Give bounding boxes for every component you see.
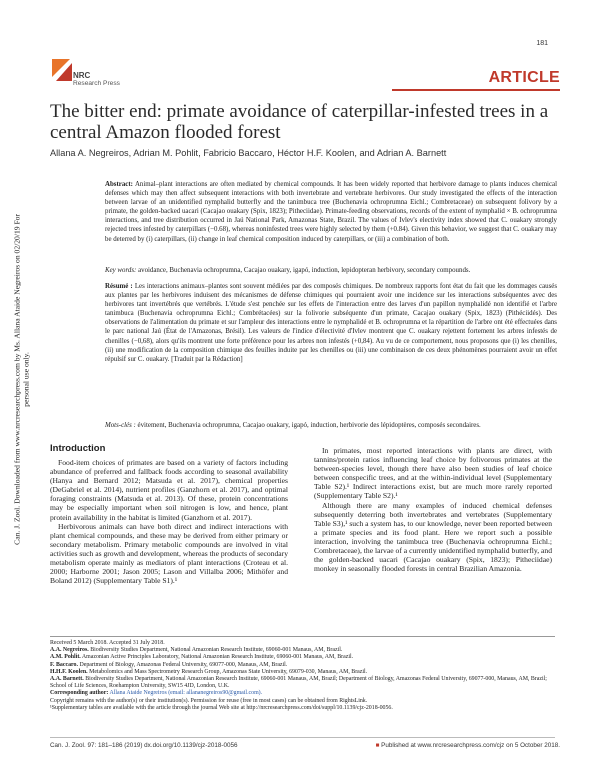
left-column (50, 458, 288, 585)
publisher-sub: Research Press (73, 80, 120, 87)
right-column (314, 446, 552, 573)
keywords-text: avoidance, Buchenavia ochroprumna, Cacajao ouakary, igapó, induction, lepidopteran herbivory, secondary compounds. (138, 267, 471, 274)
abstract-text: Animal–plant interactions are often mediated by chemical compounds. It has been widely reported that herbivore damage to plants induces chemical defenses which may then affect subsequent interactions with both invertebrate and vertebrate herbivores. Our study investigated the effects of the interaction between larvae of an unidentified nymphalid butterfly and the tanimbuca tree (Buchenavia ochroprumna Eichl.; Combretaceae) on subsequent folivory by a primate, the golden-backed uacari (Cacajao ouakary (Spix, 1823); Pitheciidae). Primate-feeding observations, records of the extent of nymphalid × B. ochroprumna interactions, and tree distribution occurred in Jaú National Park, Amazonas State, Brazil. The values of Ivlev's electivity index showed that C. ouakary strongly rejected trees infested by caterpillars (−0.68), whereas noninfested trees were highly selected by them (+0.84). Given this behavior, we suggest that C. ouakary may be deterred by (i) caterpillars, (ii) change in leaf chemical composition induced by caterpillars, or (iii) a combination of both. (105, 181, 558, 243)
paper-title: The bitter end: primate avoidance of caterpillar-infested trees in a central Amazon flooded forest (50, 101, 549, 143)
received-dates: Received 5 March 2018. Accepted 31 July 2018. (50, 640, 165, 646)
affiliation: H.H.F. Koolen. Metabolomics and Mass Spectrometry Research Group, Amazonas State University, 69079-030, Manaus, AM, Brazil. (50, 668, 368, 675)
publisher-acronym: NRC (73, 71, 91, 80)
affiliation: A.A. Negreiros. Biodiversity Studies Department, National Amazonian Research Institute, 69060-001 Manaus, AM, Brazil. (50, 647, 343, 654)
supplementary-note: ¹Supplementary tables are available with the article through the journal Web site at http://nrcresearchpress.com/doi/suppl/10.1139/cjz-2018-0056. (50, 704, 393, 711)
article-bar (392, 89, 560, 91)
intro-paragraph-2: Herbivorous animals can have both direct and indirect interactions with plant chemical compounds, and these may be derived from either primary or secondary metabolism. Primary metabolic compounds are involved in vital activities such as growth and development, whereas the products of secondary metabolism operate mainly as mediators of plant interactions (Croteau et al. 2000; Harborne 2001; Jason 2005; Lason and Villalba 2006; Mithöfer and Boland 2012) (Supplementary Table S1).¹ (50, 521, 288, 586)
published-icon: ■ (375, 742, 380, 749)
resume-text: Les interactions animaux–plantes sont souvent médiées par des composés chimiques. De nombreux rapports font état du fait que les dommages causés aux plantes par les herbivores induisent des mécanismes de défense chimiques qui pourraient avoir une incidence sur les interactions subséquentes avec des herbivores tant invertébrés que vertébrés. L'étude s'est penchée sur les effets de l'interaction entre des larves d'un papillon nymphalidé non identifié et l'arbre tanimbuca (Buchenavia ochroprumna Eichl.; Combrétacées) sur la folivorie subséquente d'un primate, Cacajao ouakary (Spix, 1823) (Pithéciidés). Des observations de l'alimentation du primate et sur l'ampleur des interactions entre le nymphalidé et B. ochroprumna et la répartition de l'arbre ont été effectuées dans le parc national Jaú (État de l'Amazonas, Brésil). Les valeurs de l'indice d'électivité d'Ivlev montrent que C. ouakary rejettent fortement les arbres infestés de chenilles (−0,68), alors qu'ils montrent une forte préférence pour les arbres non infestés (+0,84). Au vu de ce comportement, nous proposons que (i) les chenilles, (ii) une modification de la composition chimique des feuilles induite par les chenilles ou (iii) une combinaison de ces deux phénomènes pourraient avoir un effet répulsif sur C. ouakary. [Traduit par la Rédaction] (105, 283, 557, 363)
keywords-label: Key words: (105, 267, 137, 274)
citation: Can. J. Zool. 97: 181–186 (2019) dx.doi.org/10.1139/cjz-2018-0056 (50, 742, 238, 749)
intro-paragraph-3: In primates, most reported interactions with plants are direct, with tannins/protein ratios influencing leaf choice by folivorous primates at the between-species level, though there have also been studies of leaf choice between conspecific trees, and at the within-individual level (Supplementary Table S2).¹ Indirect interactions exist, but are much more rarely reported (Supplementary Table S2).¹ (314, 446, 552, 501)
publisher-name (73, 72, 120, 88)
corresponding-author: Corresponding author: Allana Ataide Negreiros (email: allananegreiros90@gmail.com). (50, 690, 263, 697)
intro-paragraph-1: Food-item choices of primates are based on a variety of factors including abundance of preferred and fallback foods according to seasonal availability (Hanya and Bernard 2012; Matsuda et al. 2017), chemical properties (DeGabriel et al. 2014), nutrient profiles (Ganzhorn et al. 2017), and optimal foraging constraints (Matsuda et al. 2013). Of these, protein concentrations may be especially important when soil nitrogen is low, and hence, plant protein availability in the habitat is limited (Ganzhorn et al. 2017). (50, 458, 288, 522)
affiliation: A.M. Pohlit. Amazonian Active Principles Laboratory, National Amazonian Research Institute, 69060-001 Manaus, AM, Brazil. (50, 654, 354, 661)
abstract (105, 180, 557, 244)
affiliation: F. Baccaro. Department of Biology, Amazonas Federal University, 69077-000, Manaus, AM, Brazil. (50, 661, 288, 668)
intro-paragraph-4: Although there are many examples of induced chemical defenses subsequently deterring both invertebrates and vertebrates (Supplementary Table S3),¹ such a system has, to our knowledge, never been reported between a primate species and its food plant. Here we report such a possible interaction, involving the tanimbuca tree (Buchenavia ochroprumna Eichl.; Combretaceae), the larvae of a currently unidentified nymphalid butterfly, and the golden-backed uacari (Cacajao ouakary (Spix, 1823); Pitheciidae) monkey in seasonally flooded forests in central Brazilian Amazonia. (314, 500, 552, 574)
mots-cles (105, 421, 557, 430)
resume-label: Résumé : (105, 283, 133, 290)
introduction-heading: Introduction (50, 443, 106, 454)
mots-cles-label: Mots-clés : (105, 422, 136, 429)
footnote-rule (50, 636, 555, 637)
keywords (105, 266, 557, 275)
author-list: Allana A. Negreiros, Adrian M. Pohlit, Fabricio Baccaro, Héctor H.F. Koolen, and Adrian A. Barnett (50, 148, 447, 158)
abstract-label: Abstract: (105, 181, 133, 188)
download-sidebar: Can. J. Zool. Downloaded from www.nrcresearchpress.com by Ms. Allana Ataide Negreiros on 02/20/19 For personal use only. (12, 214, 31, 545)
mots-cles-text: évitement, Buchenavia ochroprumna, Cacajao ouakary, igapó, induction, herbivorie des lépidoptères, composés secondaires. (137, 422, 481, 429)
copyright: Copyright remains with the author(s) or their institution(s). Permission for reuse (free in most cases) can be obtained from RightsLink. (50, 697, 368, 704)
resume (105, 282, 557, 364)
published-note (376, 742, 560, 749)
footnotes (50, 640, 560, 712)
page-number: 181 (536, 40, 548, 47)
article-label: ARTICLE (488, 69, 560, 86)
bottom-rule (50, 737, 555, 738)
published-text: Published at www.nrcresearchpress.com/cjz on 5 October 2018. (381, 742, 560, 749)
affiliation: A.A. Barnett. Biodiversity Studies Department, National Amazonian Research Institute, 69060-001 Manaus, AM, Brazil; Department of Biology, Amazonas Federal University, 69077-000, Manaus, AM, Brazil; School of Life Sciences, Roehampton University, SW15 4JD, London, U.K. (50, 676, 547, 690)
